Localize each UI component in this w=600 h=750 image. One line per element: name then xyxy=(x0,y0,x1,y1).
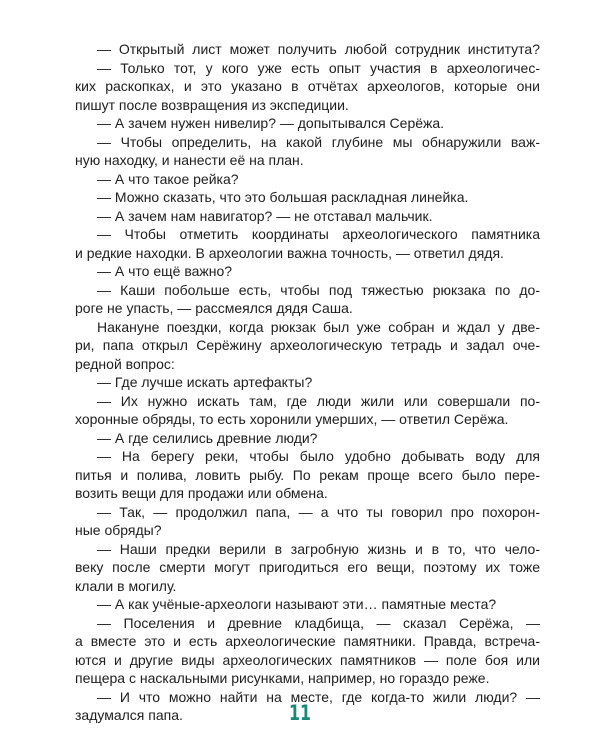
text-line: — Где лучше искать артефакты? xyxy=(97,374,313,390)
text-line: — А что ещё важно? xyxy=(97,263,233,279)
text-line: пещера с наскальными рисунками, например, но гораздо реже. xyxy=(75,670,490,686)
text-line: Накануне поездки, когда рюкзак был уже собран и ждал у две- xyxy=(97,318,540,335)
text-line: — Наши предки верили в загробную жизнь и в то, что чело- xyxy=(97,540,540,557)
text-line: — А что такое рейка? xyxy=(97,170,239,187)
text-line: задумался папа. xyxy=(75,707,183,723)
text-line: ри, папа открыл Серёжину археологическую тетрадь и задал оче- xyxy=(75,337,540,353)
text-line: — На берегу реки, чтобы было удобно добывать воду для xyxy=(97,448,540,464)
text-line: хоронные обряды, то есть хоронили умерших, — ответил Серёжа. xyxy=(75,411,509,427)
text-line: — Можно сказать, что это большая раскладная линейка. xyxy=(97,189,469,205)
text-line: — А как учёные-археологи называют эти… памятные места? xyxy=(97,596,497,612)
text-line: ные обряды? xyxy=(75,522,162,538)
text-line: питья и полива, ловить рыбу. По рекам проще всего было пере- xyxy=(75,466,540,483)
text-line: — А где селились древние люди? xyxy=(97,429,318,446)
text-line: — Чтобы отметить координаты археологического памятника xyxy=(97,226,540,242)
text-line: — А зачем нам навигатор? — не отставал мальчик. xyxy=(97,207,433,224)
text-line: — Каши побольше есть, чтобы под тяжестью рюкзака по до- xyxy=(97,281,540,298)
text-line: ких раскопках, и это указано в отчётах археологов, которые они xyxy=(75,78,540,94)
text-line: и редкие находки. В археологии важна точность, — ответил дядя. xyxy=(75,244,504,261)
text-line: веку после смерти могут пригодиться его вещи, поэтому их тоже xyxy=(75,559,540,575)
text-line: — Только тот, у кого уже есть опыт участия в археологичес- xyxy=(97,59,540,76)
text-line: а вместе это и есть археологические памятники. Правда, встреча- xyxy=(75,633,540,649)
text-line: — Поселения и древние кладбища, — сказал Серёжа, — xyxy=(97,614,540,631)
text-line: — Чтобы определить, на какой глубине мы обнаружили важ- xyxy=(97,133,540,150)
book-page-text xyxy=(75,40,540,725)
text-line: — И что можно найти на месте, где когда-то жили люди? — xyxy=(97,688,540,705)
text-line: роге не упасть, — рассмеялся дядя Саша. xyxy=(75,300,353,316)
text-line: ются и другие виды археологических памятников — поле боя или xyxy=(75,651,540,668)
page-number: 11 xyxy=(289,701,311,725)
text-line: пишут после возвращения из экспедиции. xyxy=(75,96,349,113)
text-line: — Открытый лист может получить любой сотрудник института? xyxy=(97,41,540,57)
text-line: редной вопрос: xyxy=(75,355,175,372)
text-line: — Их нужно искать там, где люди жили или совершали по- xyxy=(97,392,540,409)
text-line: — Так, — продолжил папа, — а что ты говорил про похорон- xyxy=(97,503,540,520)
text-line: возить вещи для продажи или обмена. xyxy=(75,485,328,501)
text-line: клали в могилу. xyxy=(75,577,177,594)
text-line: — А зачем нужен нивелир? — допытывался Серёжа. xyxy=(97,115,445,131)
text-line: ную находку, и нанести её на план. xyxy=(75,152,304,168)
